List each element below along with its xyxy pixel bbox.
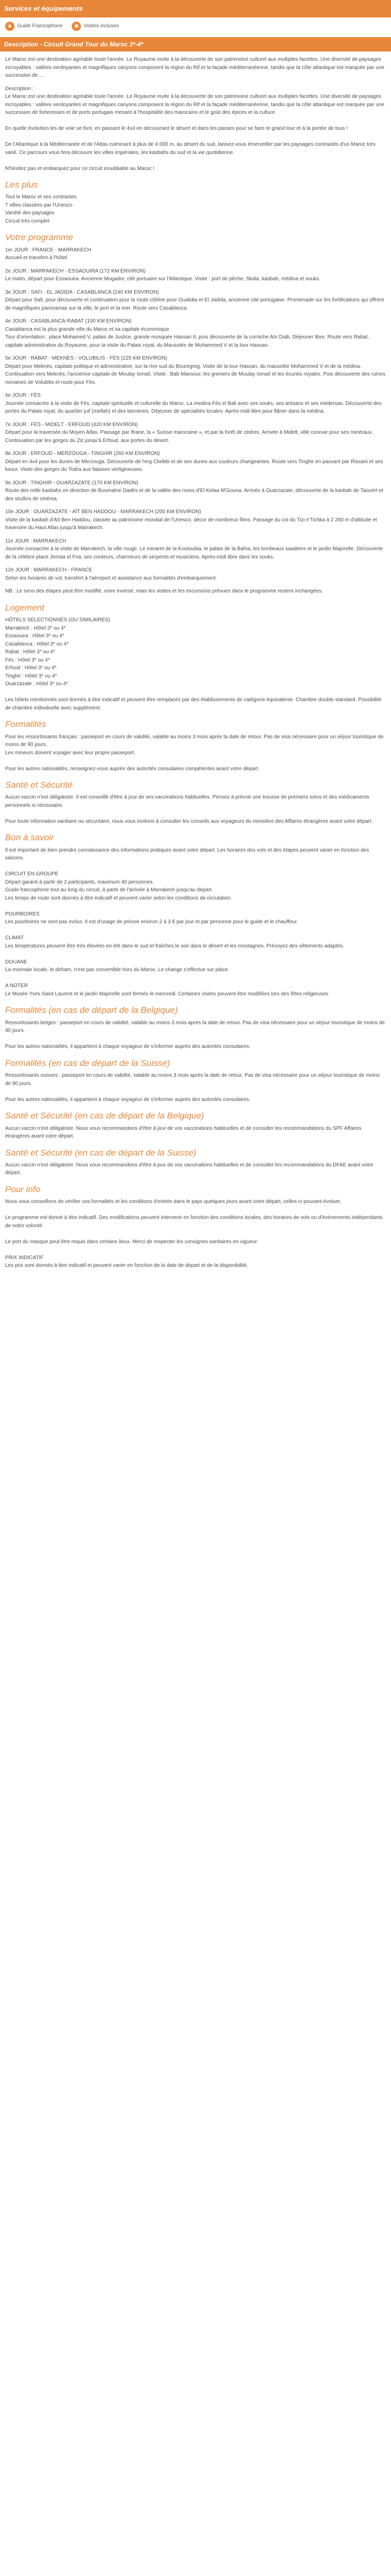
page xyxy=(0,0,391,1285)
day-12: 12e JOUR : MARRAKECH - FRANCE Selon les horaires de vol, transfert à l'aéroport et assistance aux formalités d'embarquement. xyxy=(5,567,217,581)
guide-meta xyxy=(5,22,62,31)
sante-heading: Santé et Sécurité xyxy=(5,780,73,790)
day-7: 7e JOUR : FÈS - MIDELT - ERFOUD (420 KM ENVIRON) Départ pour la traversée du Moyen Atlas. Passage par Ifrane, la « Suisse marocaine », et par la forêt de cèdres. Arrivée à Midelt, ville connue pour ses minéraux. Continuation par les gorges du Ziz jusqu'à Erfoud, aux portes du désert. xyxy=(5,421,373,444)
sante-text: Aucun vaccin n'est obligatoire. Il est conseillé d'être à jour de ses vaccinations habituelles. Pensez à prévoir une trousse de premiers soins et des médicaments personnels si nécessaire. Pour toute information sanitaire ou sécuritaire, nous vous invitons à consulter les conseils aux voyageurs du ministère des Affaires étrangères avant votre départ. xyxy=(5,794,373,824)
day-5: 5e JOUR : RABAT - MEKNÈS - VOLUBILIS - FÈS (225 KM ENVIRON) Départ pour Meknès, capitale politique et administrative, sur la rive sud du Bouregreg. Visite de la tour Hassan, du mausolée Mohammed V et de la médina. Continuation vers Meknès, l'ancienne capitale de Moulay Ismaïl. Visite : Bab Mansour, les greniers de Moulay Ismaïl et les écuries royales. Puis découverte des ruines romaines de Volubilis et route pour Fès. xyxy=(5,355,386,385)
sante-suisse-heading: Santé et Sécurité (en cas de départ de la Suisse) xyxy=(5,1147,197,1158)
guide-label: Guide Francophone xyxy=(17,23,63,29)
programme-note: NB : Le sens des étapes peut être modifié, voire inversé, mais les visites et les excursions prévues dans le programme restent inchangées. xyxy=(5,588,323,595)
bon-savoir-heading: Bon à savoir xyxy=(5,833,54,843)
formalites-text: Pour les ressortissants français : passeport en cours de validité, valable au moins 3 mois après la date de retour. Pas de visa nécessaire pour un séjour touristique de moins de 90 jours. Les mineurs doivent voyager avec leur propre passeport. Pour les autres nationalités, renseignez-vous auprès des autorités consulaires compétentes avant votre départ. xyxy=(5,734,384,772)
day-3: 3e JOUR : SAFI - EL JADIDA - CASABLANCA (240 KM ENVIRON) Départ pour Safi, pour découverte et continuation pour la route côtière pour Oualidia et El Jadida, ancienne cité portugaise. Promenade sur les fortifications qui offrent de magnifiques panoramas sur la ville, le port et la mer. Route vers Casablanca. xyxy=(5,289,384,311)
infos-heading: Pour info xyxy=(5,1184,41,1194)
meta-row xyxy=(0,18,391,32)
day-11: 11e JOUR : MARRAKECH Journée consacrée à la visite de Marrakech, la ville rouge. Le minaret de la Koutoubia, le palais de la Bahia, les tombeaux saadiens et le jardin Majorelle. Découverte de la célèbre place Jemaa el Fna, ses conteurs, charmeurs de serpents et musiciens. Après-midi libre dans les souks. xyxy=(5,538,383,560)
infos-text: Nous vous conseillons de vérifier vos formalités et les conditions d'entrée dans le pays quelques jours avant votre départ, celles-ci pouvant évoluer. Le programme est donné à titre indicatif. Des modifications peuvent intervenir en fonction des conditions locales, des horaires de vols ou d'événements indépendants de notre volonté. Le port du masque peut être requis dans certains lieux. Merci de respecter les consignes sanitaires en vigueur. PRIX INDICATIF Les prix sont donnés à titre indicatif et peuvent varier en fonction de la date de départ et de la disponibilité. xyxy=(5,1199,383,1269)
content xyxy=(0,52,391,1285)
plus-list: Tout le Maroc et ses contrastes 7 villes classées par l'Unesco Variété des paysages Circuit très complet xyxy=(5,194,77,224)
services-title: Services et équipements xyxy=(4,4,83,12)
plus-heading: Les plus xyxy=(5,180,38,190)
intro-text: Le Maroc est une destination agréable toute l'année. Le Royaume invite à la découverte de son patrimoine culturel aux multiples facettes. Une diversité de paysages incroyables : vallées verdoyantes et magnifiques canyons composent la région du Rif et la façade méditerranéenne, tandis que la côte atlantique est marquée par une succession de ... xyxy=(5,57,386,78)
description-header-bar xyxy=(0,37,391,52)
day-4: 4e JOUR : CASABLANCA-RABAT (100 KM ENVIRON) Casablanca est la plus grande ville du Maroc et sa capitale économique. Tour d'orientation : place Mohamed V, palais de Justice, grande mosquée Hassan II, puis découverte de la corniche Aïn Diab. Déjeuner libre. Route vers Rabat, capitale administrative du Royaume, pour la visite du Palais royal, du Mausolée de Mohammed V et la tour Hassan. xyxy=(5,318,369,348)
day-2: 2e JOUR : MARRAKECH - ESSAOUIRA (172 KM ENVIRON) Le matin, départ pour Essaouira. Ancienne Mogador, cité portuaire sur l'Atlantique. Visite : port de pêche, Skala, kasbah, médina et souks. xyxy=(5,268,320,282)
day-10: 10e JOUR : OUARZAZATE - AÏT BEN HADDOU - MARRAKECH (200 KM ENVIRON) Visite de la kasbah d'Aït Ben Haddou, classée au patrimoine mondial de l'Unesco, décor de nombreux films. Passage du col du Tizi n'Tichka à 2 260 m d'altitude et traversée du Haut Atlas jusqu'à Marrakech. xyxy=(5,509,377,531)
visits-meta xyxy=(72,22,119,31)
description-text: Description : Le Maroc est une destination agréable toute l'année. Le Royaume invite à la découverte de son patrimoine culturel aux multiples facettes. Une diversité de paysages incroyables : vallées verdoyantes et magnifiques canyons composent la région du Rif et la façade méditerranéenne, tandis que la côte atlantique est marquée par une succession de forteresses et de ports portugais menant à l'hospitalité des marocains et le goût des épices et la culture. En quelle évolution les de voie se font, en passant le 4x4 en découvrant le désert et dans les passes pour se faire le grand tour et à la portée de tous ! De l'Atlantique à la Méditerranée et de l'Atlas culminant à plus de 4 000 m, au désert du sud, laissez-vous émerveiller par les paysages contrastés d'un Maroc très varié. Ce parcours vous fera découvrir les villes impériales, les kasbahs du sud et la vie quotidienne. N'hésitez pas et embarquez pour ce circuit inoubliable au Maroc ! xyxy=(5,86,384,172)
formalites-suisse-heading: Formalités (en cas de départ de la Suisse) xyxy=(5,1058,170,1068)
logement-text: HÔTELS SÉLECTIONNÉS (OU SIMILAIRES) Marrakech : Hôtel 3* ou 4* Essaouira : Hôtel 3* ou 4* Casablanca : Hôtel 3* ou 4* Rabat : Hôtel 3* ou 4* Fès : Hôtel 3* ou 4* Erfoud : Hôtel 3* ou 4* Tinghir : Hôtel 3* ou 4* Ouarzazate : Hôtel 3* ou 4* Les hôtels mentionnés sont donnés à titre indicatif et peuvent être remplacés par des établissements de catégorie équivalente. Chambre double standard. Possibilité de chambre individuelle avec supplément. xyxy=(5,617,382,711)
formalites-suisse-text: Ressortissants suisses : passeport en cours de validité, valable au moins 3 mois après la date de retour. Pas de visa nécessaire pour un séjour touristique de moins de 90 jours. Pour les autres nationalités, il appartient à chaque voyageur de s'informer auprès des autorités consulaires. xyxy=(5,1073,380,1103)
description-title: Description - Circuit Grand Tour du Maroc 3*-4* xyxy=(4,40,143,48)
sante-belgique-heading: Santé et Sécurité (en cas de départ de la Belgique) xyxy=(5,1111,204,1121)
camera-icon: ◉ xyxy=(72,22,81,31)
formalites-belgique-heading: Formalités (en cas de départ de la Belgique) xyxy=(5,1005,178,1015)
programme-heading: Votre programme xyxy=(5,232,73,243)
sante-suisse-text: Aucun vaccin n'est obligatoire. Nous vous recommandons d'être à jour de vos vaccinations habituelles et de consulter les recommandations du DFAE avant votre départ. xyxy=(5,1162,375,1176)
services-header-bar xyxy=(0,0,391,18)
visits-label: Visites incluses xyxy=(84,23,119,29)
day-8: 8e JOUR : ERFOUD - MERZOUGA - TINGHIR (260 KM ENVIRON) Départ en 4x4 pour les dunes de Merzouga. Découverte de l'erg Chebbi et de ses dunes aux couleurs changeantes. Route vers Tinghir en passant par Rissani et ses ksour. Visite des gorges du Todra aux falaises vertigineuses. xyxy=(5,451,383,473)
formalites-heading: Formalités xyxy=(5,719,46,730)
user-icon: ♟ xyxy=(5,22,14,31)
day-6: 6e JOUR : FÈS Journée consacrée à la visite de Fès, capitale spirituelle et culturelle du Maroc. La medina Fès el Bali avec ses souks, ses artisans et ses médersas. Découverte des portes du Palais royal, du quartier juif (mellah) et des tanneries. Déjeuner de spécialités locales. Après-midi libre pour flâner dans la médina. xyxy=(5,393,382,415)
bon-savoir-text: Il est important de bien prendre connaissance des informations pratiques avant votre départ. Les horaires des vols et des étapes peuvent varier en fonction des saisons. CIRCUIT EN GROUPE Départ garanti à partir de 2 participants, maximum 40 personnes. Guide francophone tout au long du circuit, à partir de l'arrivée à Marrakech jusqu'au départ. Les temps de route sont donnés à titre indicatif et peuvent varier selon les conditions de circulation. POURBOIRES Les pourboires ne sont pas inclus. Il est d'usage de prévoir environ 2 à 3 € par jour et par personne pour le guide et le chauffeur. CLIMAT Les températures peuvent être très élevées en été dans le sud et fraîches le soir dans le désert et les montagnes. Prévoyez des vêtements adaptés. DOUANE La monnaie locale, le dirham, n'est pas convertible hors du Maroc. Le change s'effectue sur place. A NOTER Le Musée Yves Saint Laurent et le jardin Majorelle sont fermés le mercredi. Certaines visites peuvent être modifiées lors des fêtes religieuses. xyxy=(5,847,369,997)
logement-heading: Logement xyxy=(5,602,44,613)
day-9: 9e JOUR : TINGHIR - OUARZAZATE (170 KM ENVIRON) Route des mille kasbahs en direction de Boumalne Dadès et de la vallée des roses d'El Kelaa M'Gouna. Arrivée à Ouarzazate, découverte de la kasbah de Taourirt et des studios de cinéma. xyxy=(5,480,383,502)
day-1: 1er JOUR : FRANCE - MARRAKECH Accueil et transfert à l'hôtel. xyxy=(5,247,91,261)
sante-belgique-text: Aucun vaccin n'est obligatoire. Nous vous recommandons d'être à jour de vos vaccinations habituelles et de consulter les recommandations du SPF Affaires étrangères avant votre départ. xyxy=(5,1125,363,1140)
formalites-belgique-text: Ressortissants belges : passeport en cours de validité, valable au moins 3 mois après la date de retour. Pas de visa nécessaire pour un séjour touristique de moins de 90 jours. Pour les autres nationalités, il appartient à chaque voyageur de s'informer auprès des autorités consulaires. xyxy=(5,1020,385,1050)
